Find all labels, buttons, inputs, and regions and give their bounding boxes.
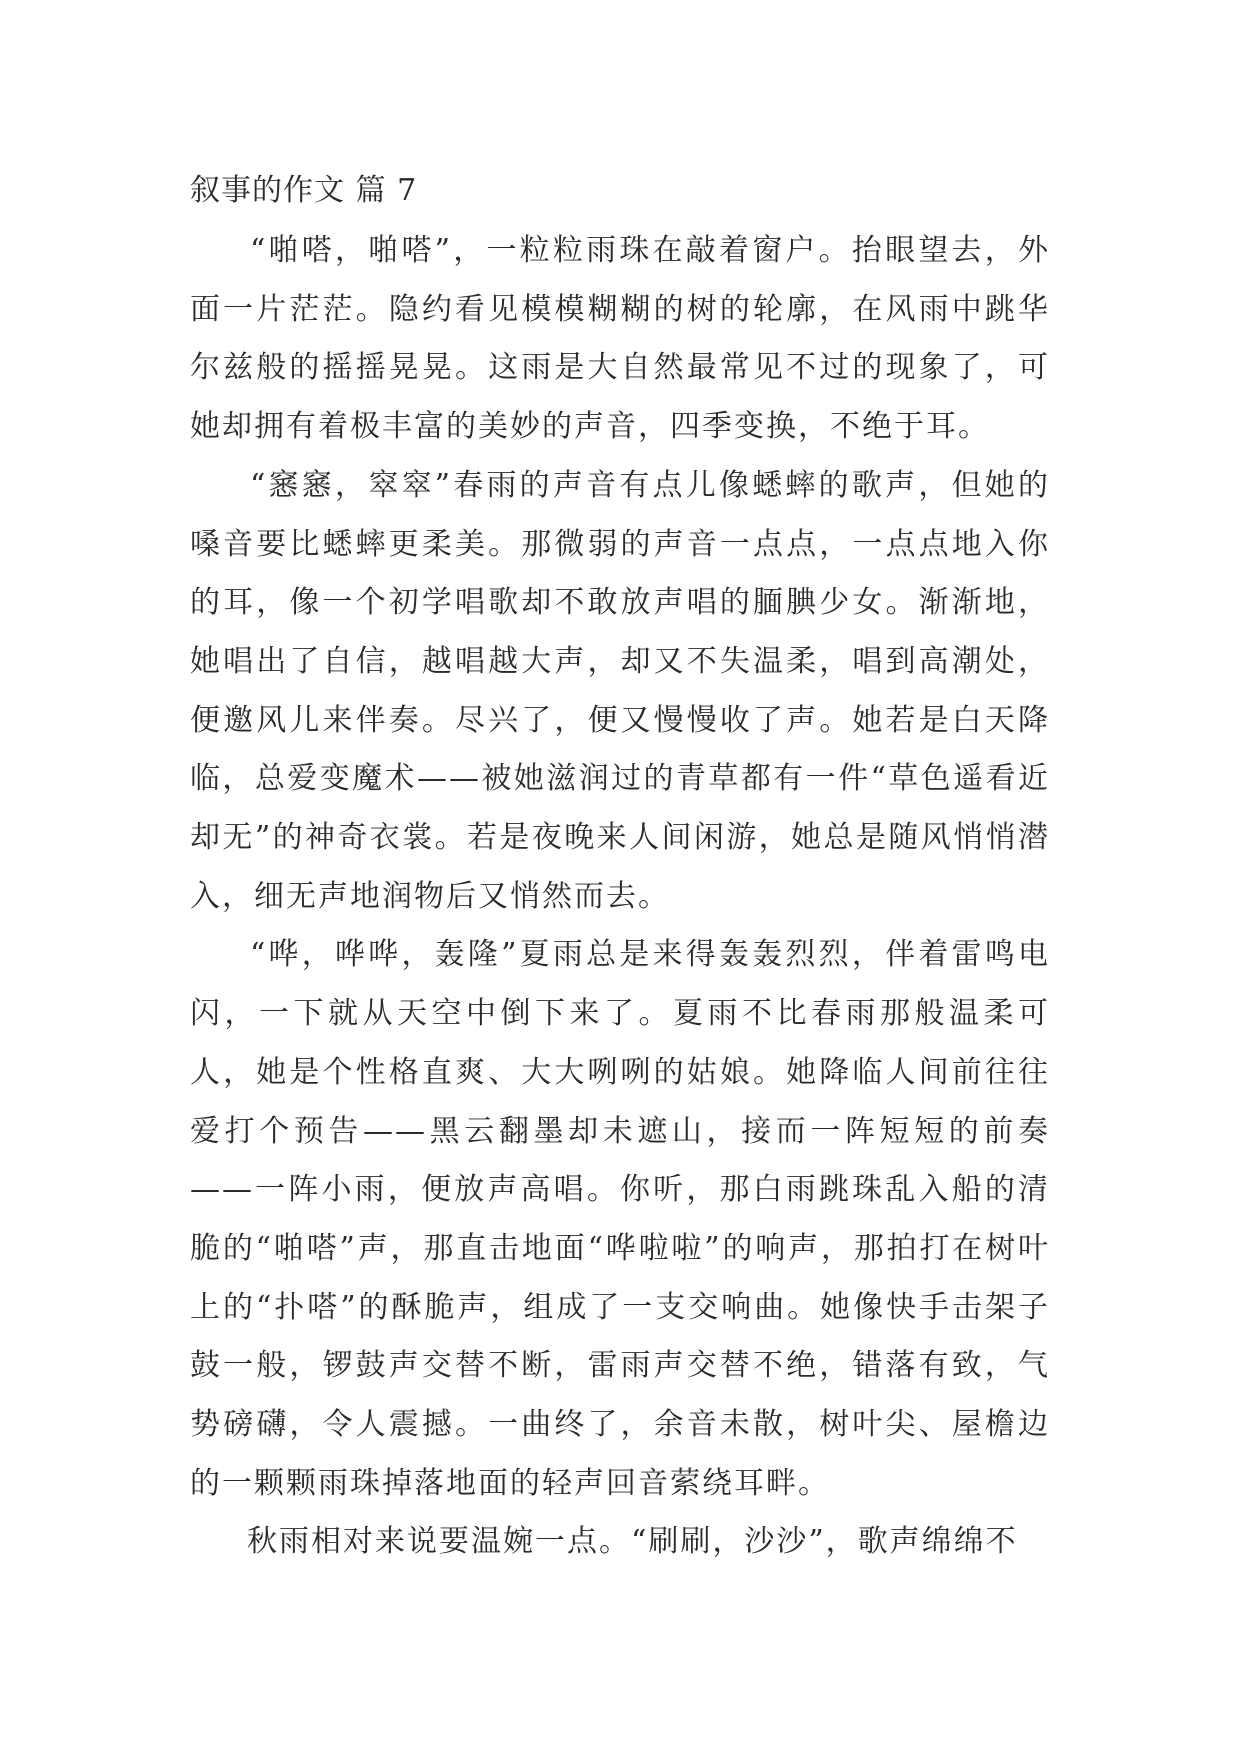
paragraph-autumn-rain: 秋雨相对来说要温婉一点。“刷刷，沙沙”，歌声绵绵不 (247, 1524, 1018, 1560)
document-title: 叙事的作文 篇 7 (190, 173, 418, 208)
paragraph-intro: “啪嗒，啪嗒”，一粒粒雨珠在敲着窗户。抬眼望去，外面一片茫茫。隐约看见模模糊糊的树的轮廓，在风雨中跳华尔兹般的摇摇晃晃。这雨是大自然最常见不过的现象了，可她却拥有着极丰富的美妙的声音，四季变换，不绝于耳。 (190, 233, 1050, 445)
paragraph-spring-rain: “窸窸，窣窣”春雨的声音有点儿像蟋蟀的歌声，但她的嗓音要比蟋蟀更柔美。那微弱的声音一点点，一点点地入你的耳，像一个初学唱歌却不敢放声唱的腼腆少女。渐渐地，她唱出了自信，越唱越大声，却又不失温柔，唱到高潮处，便邀风儿来伴奏。尽兴了，便又慢慢收了声。她若是白天降临，总爱变魔术——被她滋润过的青草都有一件“草色遥看近却无”的神奇衣裳。若是夜晚来人间闲游，她总是随风悄悄潜入，细无声地润物后又悄然而去。 (190, 467, 1050, 914)
paragraph-summer-rain: “哗，哗哗，轰隆”夏雨总是来得轰轰烈烈，伴着雷鸣电闪，一下就从天空中倒下来了。夏雨不比春雨那般温柔可人，她是个性格直爽、大大咧咧的姑娘。她降临人间前往往爱打个预告——黑云翻墨却未遮山，接而一阵短短的前奏——一阵小雨，便放声高唱。你听，那白雨跳珠乱入船的清脆的“啪嗒”声，那直击地面“哗啦啦”的响声，那拍打在树叶上的“扑嗒”的酥脆声，组成了一支交响曲。她像快手击架子鼓一般，锣鼓声交替不断，雷雨声交替不绝，错落有致，气势磅礴，令人震撼。一曲终了，余音未散，树叶尖、屋檐边的一颗颗雨珠掉落地面的轻声回音萦绕耳畔。 (190, 937, 1050, 1501)
document-page (190, 162, 1050, 1572)
